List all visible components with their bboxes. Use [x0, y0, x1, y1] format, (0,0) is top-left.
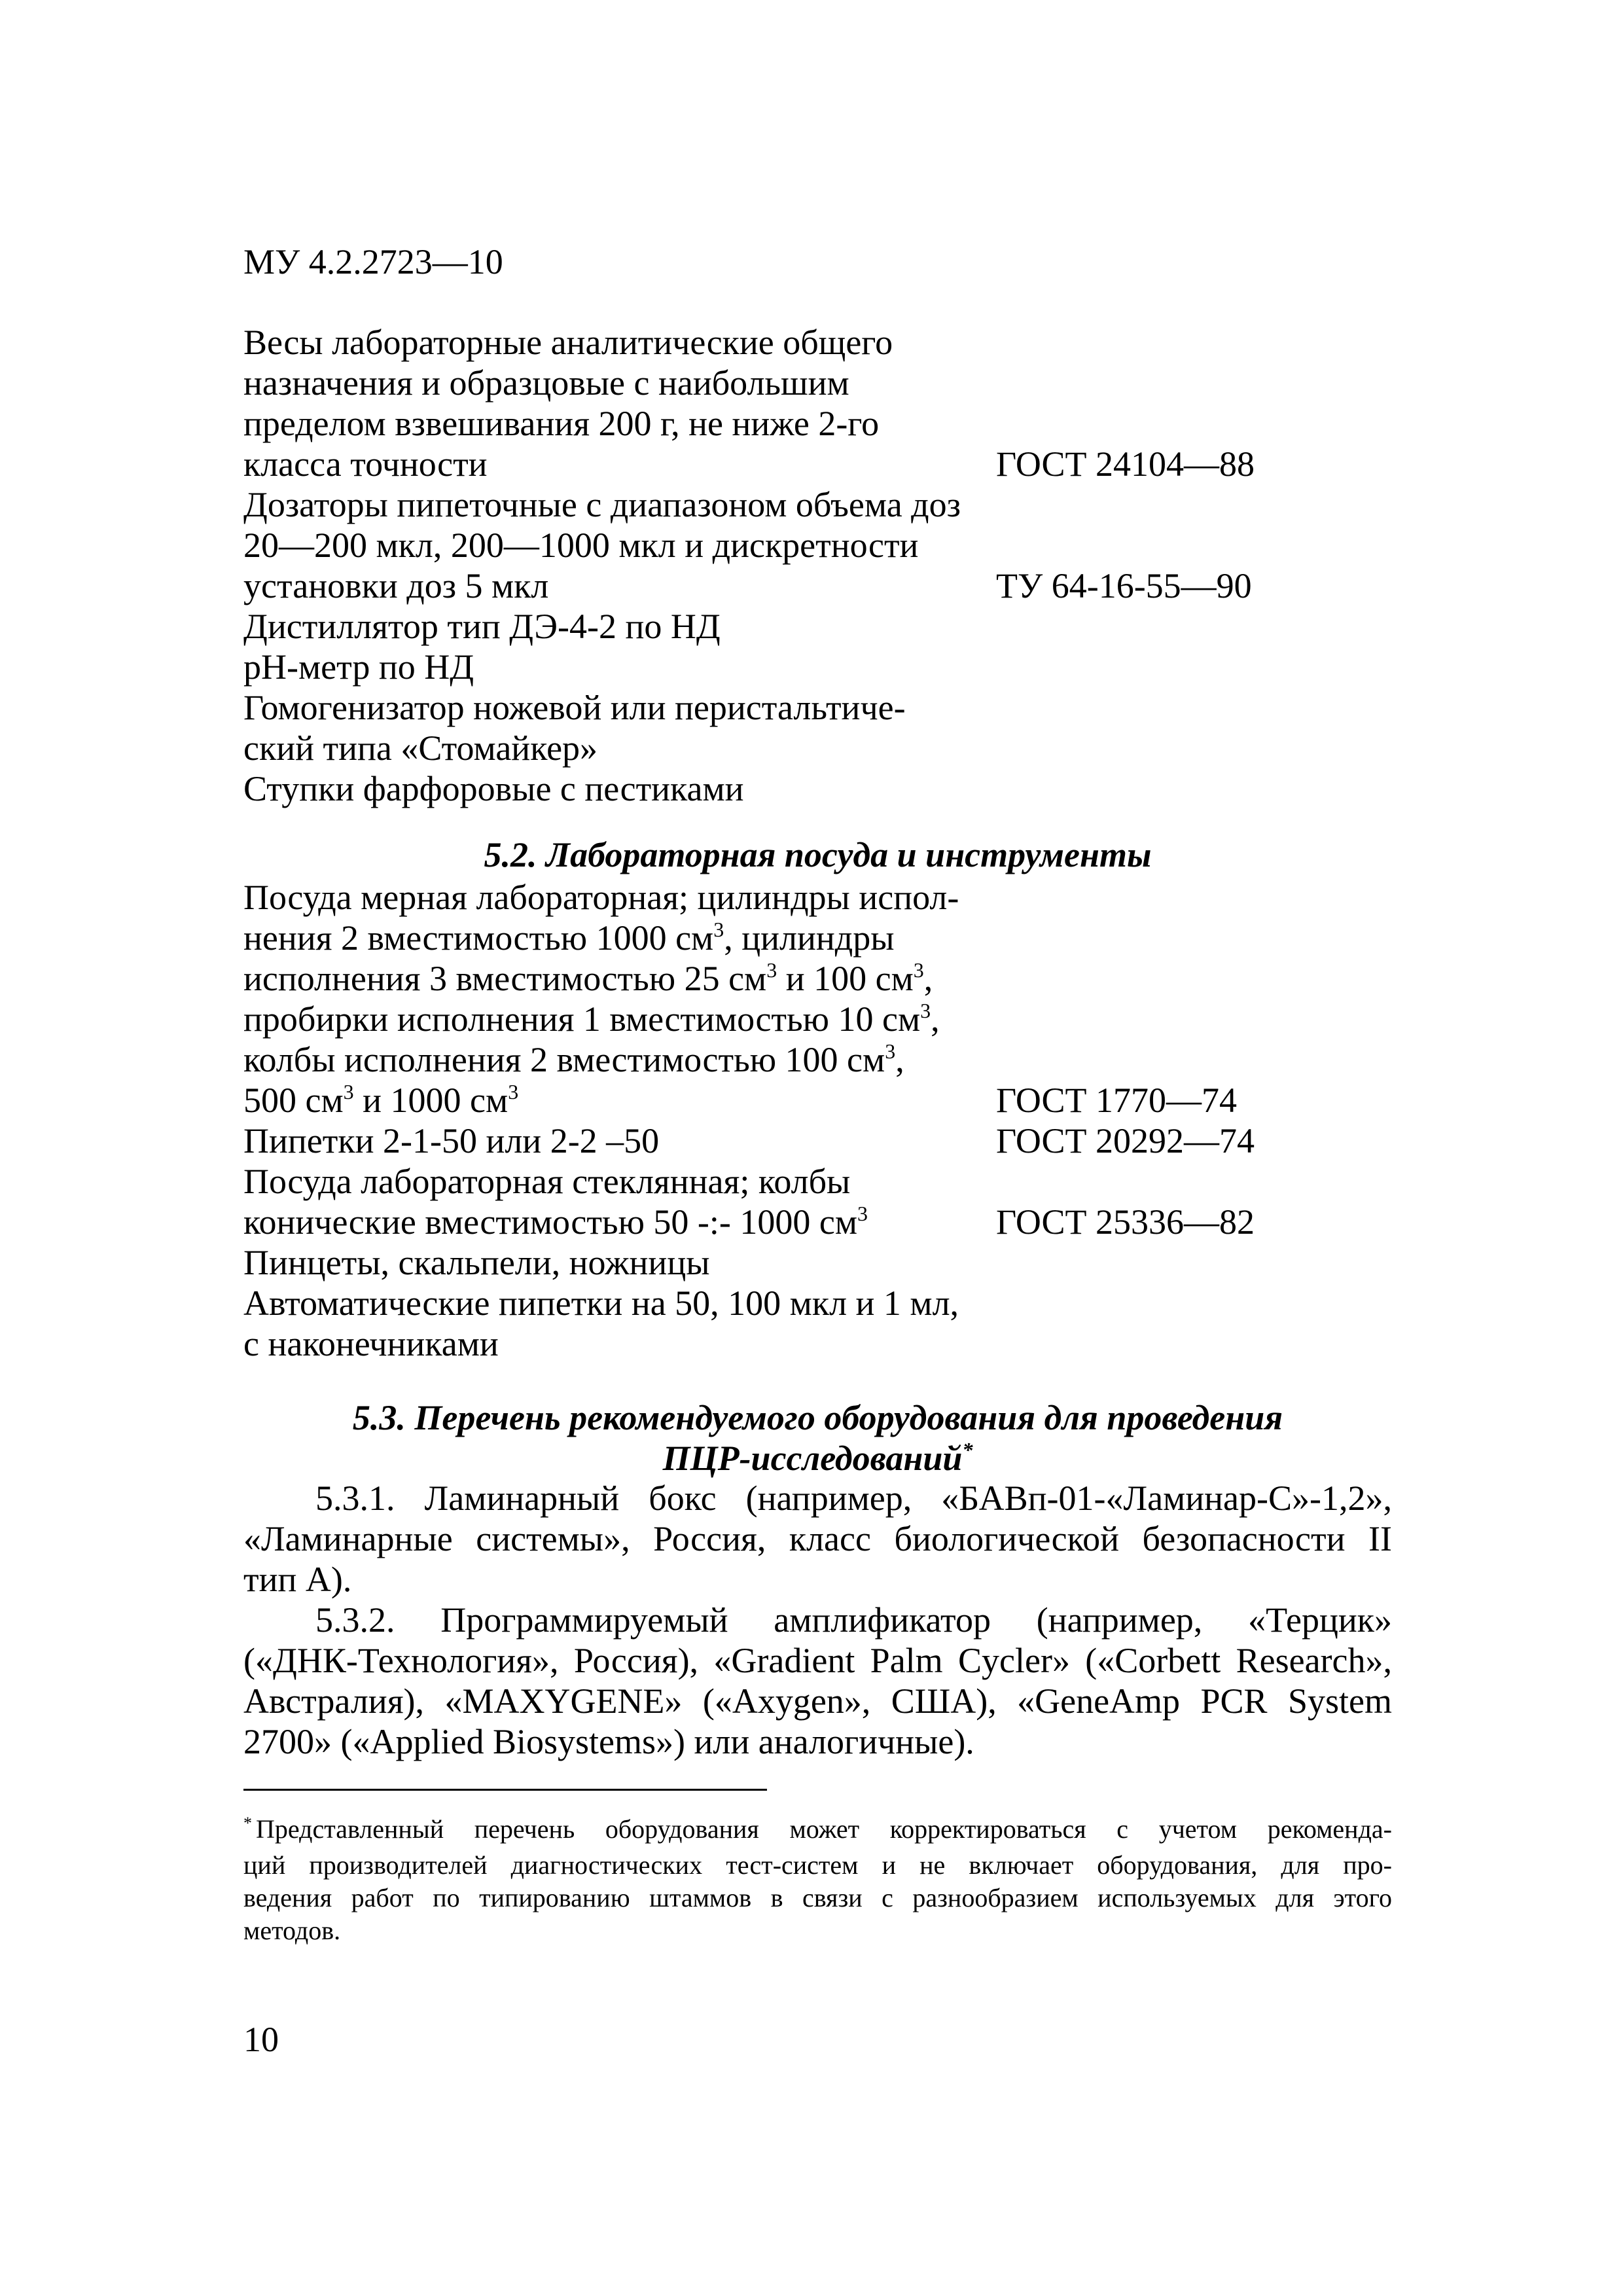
list-item [243, 918, 1277, 958]
item-text: Пинцеты, скальпели, ножницы [243, 1243, 710, 1282]
list-item [243, 322, 1277, 363]
list-item [243, 1283, 1277, 1323]
item-text: с наконечниками [243, 1324, 499, 1363]
item-text: назначения и образцовые с наибольшим [243, 363, 849, 403]
item-text: конические вместимостью 50 -:- 1000 $см^3$ [243, 1202, 868, 1242]
list-item [243, 1242, 1277, 1283]
section-heading-5-3 [243, 1397, 1392, 1479]
item-text: Пипетки 2-1-50 или 2-2 –50 [243, 1121, 660, 1160]
list-item [243, 1202, 1277, 1242]
standard-ref: ГОСТ 24104—88 [996, 444, 1255, 484]
item-text: пробирки исполнения 1 вместимостью 10 $см^3$, [243, 999, 940, 1039]
item-text: Дистиллятор тип ДЭ-4-2 по НД [243, 607, 721, 646]
footnote: * Представленный перечень оборудования может корректироваться с учетом рекоменда- ций производителей диагностических тест-систем и не включает оборудования, для про- ведения работ по типированию штаммов в связи с разнообразием используемых для этого методов. [243, 1814, 1392, 1945]
list-item [243, 1323, 1277, 1364]
section-heading-line: 5.3. Перечень рекомендуемого оборудования для проведения [352, 1398, 1283, 1437]
item-text: нения 2 вместимостью 1000 $см^3$, цилиндры [243, 918, 895, 958]
footnote-mark: * [962, 1438, 973, 1462]
item-text: 20—200 мкл, 200—1000 мкл и дискретности [243, 526, 919, 565]
item-text: Автоматические пипетки на 50, 100 мкл и 1 мл, [243, 1283, 959, 1323]
item-text: 500 $см^3$ и 1000 $см^3$ [243, 1080, 519, 1120]
item-text: установки доз 5 мкл [243, 566, 549, 605]
list-item [243, 565, 1277, 606]
list-item [243, 1080, 1277, 1121]
list-item [243, 1121, 1277, 1161]
item-text: класса точности [243, 444, 488, 484]
standard-ref: ГОСТ 20292—74 [996, 1121, 1255, 1160]
paragraph-5-3-1: 5.3.1. Ламинарный бокс (например, «БАВп-01-«Ламинар-С»-1,2», «Ламинарные системы», Россия, класс биологической безопасности II тип А). [243, 1479, 1392, 1599]
item-text: Весы лабораторные аналитические общего [243, 323, 893, 362]
item-text: pH-метр по НД [243, 647, 474, 687]
list-item [243, 606, 1277, 647]
item-text: исполнения 3 вместимостью 25 $см^3$ и 100 $см^3$, [243, 958, 933, 998]
list-item [243, 1039, 1277, 1080]
footnote-divider [243, 1789, 767, 1791]
page-number: 10 [243, 2020, 279, 2059]
item-text: ский типа «Стомайкер» [243, 728, 598, 768]
list-item [243, 768, 1277, 809]
standard-ref: ГОСТ 1770—74 [996, 1081, 1238, 1120]
list-item [243, 1161, 1277, 1202]
standard-ref: ГОСТ 25336—82 [996, 1202, 1255, 1242]
item-text: Посуда лабораторная стеклянная; колбы [243, 1162, 851, 1201]
item-text: Посуда мерная лабораторная; цилиндры испол- [243, 878, 959, 917]
list-item [243, 525, 1277, 565]
item-text: Гомогенизатор ножевой или перистальтиче- [243, 688, 906, 727]
item-text: пределом взвешивания 200 г, не ниже 2-го [243, 404, 880, 443]
list-item [243, 647, 1277, 687]
standard-ref: ТУ 64-16-55—90 [996, 566, 1252, 605]
list-item [243, 687, 1277, 728]
item-text: Ступки фарфоровые с пестиками [243, 769, 744, 808]
list-item [243, 363, 1277, 403]
glassware-list [243, 877, 1277, 1364]
footnote-mark: * [243, 1814, 252, 1833]
equipment-list [243, 322, 1277, 809]
item-text: колбы исполнения 2 вместимостью 100 $см^3$, [243, 1039, 904, 1079]
section-heading-5-2: 5.2. Лабораторная посуда и инструменты [484, 835, 1152, 874]
list-item [243, 444, 1277, 484]
section-heading-line: ПЦР-исследований* [662, 1438, 973, 1478]
list-item [243, 958, 1277, 999]
list-item [243, 728, 1277, 768]
list-item [243, 403, 1277, 444]
document-code: МУ 4.2.2723—10 [243, 242, 503, 281]
list-item [243, 877, 1277, 918]
list-item [243, 484, 1277, 525]
paragraph-5-3-2: 5.3.2. Программируемый амплификатор (например, «Терцик» («ДНК-Технология», Россия), «Gradient Palm Cycler» («Corbett Research», Австралия), «MAXYGENE» («Axygen», США), «GeneAmp PCR System 2700» («Applied Biosystems») или аналогичные). [243, 1600, 1392, 1761]
list-item [243, 999, 1277, 1039]
item-text: Дозаторы пипеточные с диапазоном объема доз [243, 485, 961, 524]
